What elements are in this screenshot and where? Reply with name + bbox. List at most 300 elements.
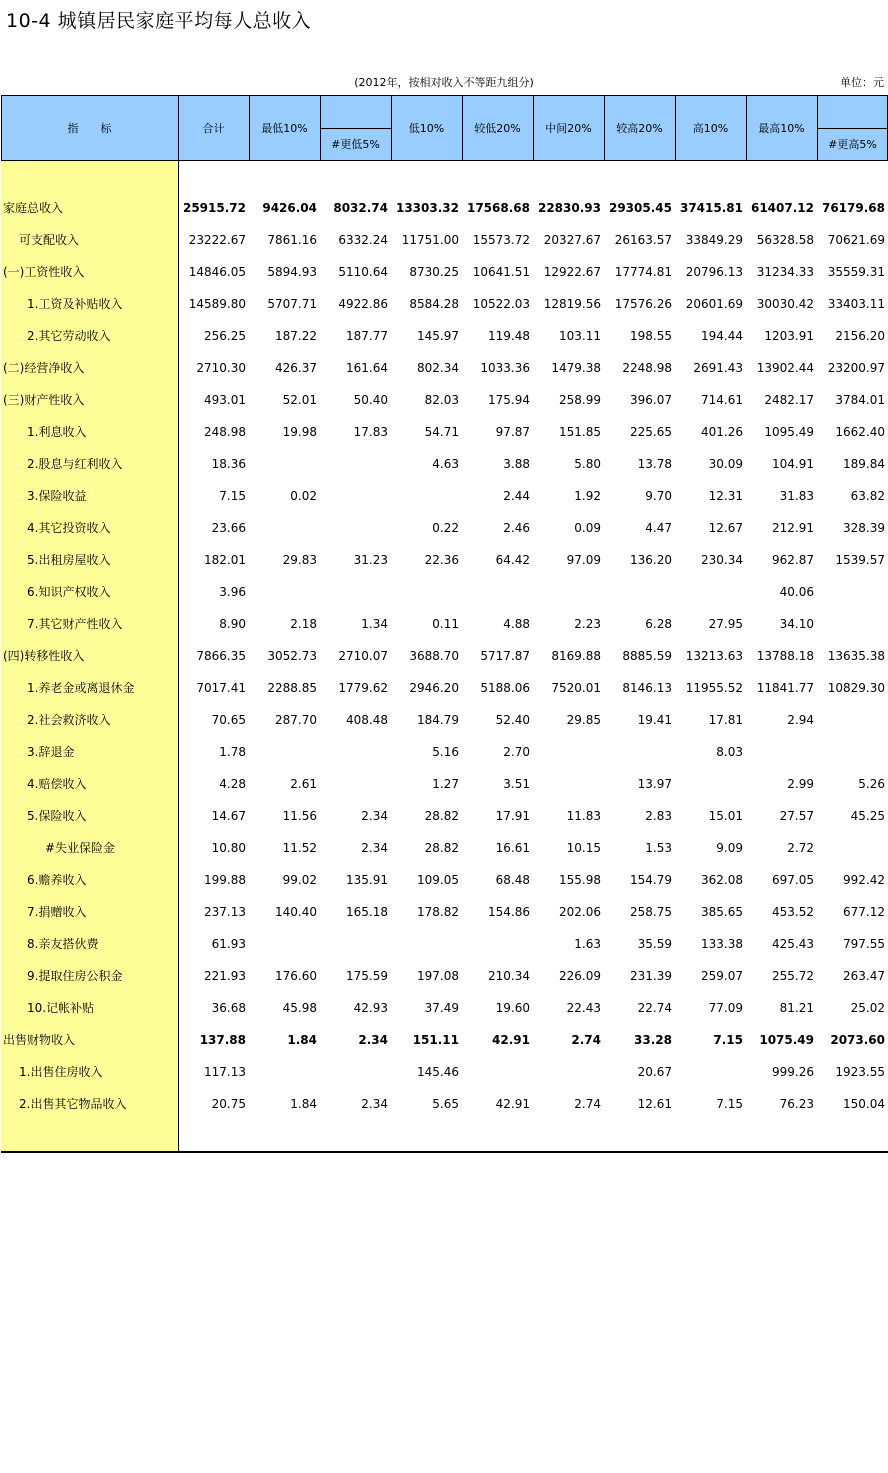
cell-value: 2.94	[787, 713, 814, 727]
cell-value: 9.70	[645, 489, 672, 503]
cell-value	[249, 736, 317, 768]
cell-value: 1095.49	[764, 425, 814, 439]
cell-value: 453.52	[772, 905, 814, 919]
cell-value: 50.40	[353, 393, 388, 407]
cell-value: 5.26	[858, 777, 885, 791]
cell-value: 230.34	[701, 553, 743, 567]
header-col-2: #更低5%	[331, 138, 380, 151]
cell-value: 31.83	[779, 489, 814, 503]
cell-value: 140.40	[275, 905, 317, 919]
cell-value: 797.55	[843, 937, 885, 951]
cell-value: 28.82	[424, 809, 459, 823]
cell-value	[249, 512, 317, 544]
income-table	[1, 95, 888, 1153]
cell-value: 97.09	[566, 553, 601, 567]
cell-value	[320, 448, 388, 480]
cell-value: 31234.33	[756, 265, 814, 279]
cell-value: 30.09	[708, 457, 743, 471]
cell-value: 263.47	[843, 969, 885, 983]
page-title: 10-4 城镇居民家庭平均每人总收入	[6, 10, 312, 32]
cell-value	[249, 928, 317, 960]
cell-value: 2.34	[361, 1097, 388, 1111]
cell-value: 259.07	[701, 969, 743, 983]
cell-value: 27.95	[708, 617, 743, 631]
cell-value: 1075.49	[759, 1033, 814, 1047]
cell-value: 2.46	[503, 521, 530, 535]
cell-value: 150.04	[843, 1097, 885, 1111]
cell-value: 2.74	[574, 1097, 601, 1111]
cell-value: 198.55	[630, 329, 672, 343]
cell-value: 12.61	[637, 1097, 672, 1111]
cell-value: 2.34	[361, 841, 388, 855]
cell-value: 962.87	[772, 553, 814, 567]
cell-value: 9.09	[716, 841, 743, 855]
cell-value: 178.82	[417, 905, 459, 919]
cell-value	[675, 768, 743, 800]
cell-value: 999.26	[772, 1065, 814, 1079]
cell-value: 8.03	[716, 745, 743, 759]
cell-value: 184.79	[417, 713, 459, 727]
cell-value: 145.46	[417, 1065, 459, 1079]
table-row	[1, 224, 888, 256]
table-row	[1, 288, 888, 320]
cell-value: 197.08	[417, 969, 459, 983]
table-row	[1, 416, 888, 448]
cell-value: 8.90	[219, 617, 246, 631]
cell-value: 63.82	[850, 489, 885, 503]
cell-value: 23222.67	[188, 233, 246, 247]
cell-value: 14846.05	[188, 265, 246, 279]
cell-value: 2.18	[290, 617, 317, 631]
cell-value: 20327.67	[543, 233, 601, 247]
cell-value: 45.98	[282, 1001, 317, 1015]
cell-value: 23.66	[211, 521, 246, 535]
cell-value: 33849.29	[685, 233, 743, 247]
cell-value: 34.10	[779, 617, 814, 631]
cell-value	[320, 928, 388, 960]
cell-value: 189.84	[843, 457, 885, 471]
row-label: (二)经营净收入	[3, 361, 85, 375]
cell-value: 4.63	[432, 457, 459, 471]
cell-value: 258.99	[559, 393, 601, 407]
cell-value: 255.72	[772, 969, 814, 983]
cell-value	[320, 768, 388, 800]
cell-value: 82.03	[424, 393, 459, 407]
cell-value: 3784.01	[835, 393, 885, 407]
cell-value: 7.15	[219, 489, 246, 503]
cell-value: 2.34	[358, 1033, 388, 1047]
cell-value: 408.48	[346, 713, 388, 727]
row-label: 1.养老金或离退休金	[27, 681, 135, 695]
cell-value: 42.91	[492, 1033, 530, 1047]
row-label: 1.出售住房收入	[19, 1065, 103, 1079]
cell-value: 16.61	[495, 841, 530, 855]
cell-value: 33403.11	[827, 297, 885, 311]
cell-value: 287.70	[275, 713, 317, 727]
cell-value: 76.23	[779, 1097, 814, 1111]
cell-value: 2710.30	[196, 361, 246, 375]
header-bottom-border	[1, 160, 888, 161]
cell-value: 35.59	[637, 937, 672, 951]
table-row	[1, 768, 888, 800]
cell-value: 225.65	[630, 425, 672, 439]
row-label: 1.工资及补贴收入	[27, 297, 123, 311]
cell-value: 20.75	[211, 1097, 246, 1111]
cell-value: 11955.52	[685, 681, 743, 695]
row-label: 3.保险收益	[27, 489, 87, 503]
table-row	[1, 800, 888, 832]
cell-value	[391, 480, 459, 512]
cell-value	[320, 576, 388, 608]
cell-value: 61407.12	[750, 201, 814, 215]
table-row	[1, 896, 888, 928]
cell-value: 37.49	[424, 1001, 459, 1015]
cell-value: 0.09	[574, 521, 601, 535]
table-row	[1, 832, 888, 864]
cell-value: 119.48	[488, 329, 530, 343]
cell-value: 2248.98	[622, 361, 672, 375]
cell-value: 11.56	[282, 809, 317, 823]
cell-value: 1479.38	[551, 361, 601, 375]
cell-value: 17774.81	[614, 265, 672, 279]
row-label: 6.赡养收入	[27, 873, 87, 887]
row-label: 3.辞退金	[27, 745, 75, 759]
cell-value	[249, 576, 317, 608]
cell-value: 18.36	[211, 457, 246, 471]
cell-value: 1539.57	[835, 553, 885, 567]
cell-value: 35559.31	[827, 265, 885, 279]
cell-value: 17576.26	[614, 297, 672, 311]
cell-value: 5.80	[574, 457, 601, 471]
cell-value: 137.88	[199, 1033, 246, 1047]
cell-value: 8730.25	[409, 265, 459, 279]
cell-value: 14.67	[211, 809, 246, 823]
cell-value: 42.93	[353, 1001, 388, 1015]
cell-value: 226.09	[559, 969, 601, 983]
row-label: 2.其它劳动收入	[27, 329, 111, 343]
cell-value: 221.93	[204, 969, 246, 983]
cell-value: 97.87	[495, 425, 530, 439]
cell-value: 2482.17	[764, 393, 814, 407]
cell-value: 13788.18	[756, 649, 814, 663]
table-row	[1, 608, 888, 640]
cell-value: 70621.69	[827, 233, 885, 247]
cell-value: 154.86	[488, 905, 530, 919]
row-label: (四)转移性收入	[3, 649, 85, 663]
cell-value: 145.97	[417, 329, 459, 343]
cell-value: 52.01	[282, 393, 317, 407]
cell-value: 25915.72	[182, 201, 246, 215]
table-row	[1, 736, 888, 768]
cell-value: 425.43	[772, 937, 814, 951]
row-label: (一)工资性收入	[3, 265, 85, 279]
cell-value: 17.81	[708, 713, 743, 727]
cell-value: 81.21	[779, 1001, 814, 1015]
cell-value: 5.65	[432, 1097, 459, 1111]
cell-value: 7.15	[716, 1097, 743, 1111]
cell-value: 396.07	[630, 393, 672, 407]
cell-value: 1.53	[645, 841, 672, 855]
cell-value: 4.47	[645, 521, 672, 535]
cell-value: 7017.41	[196, 681, 246, 695]
cell-value: 11.52	[282, 841, 317, 855]
table-row	[1, 256, 888, 288]
cell-value: 210.34	[488, 969, 530, 983]
cell-value: 426.37	[275, 361, 317, 375]
cell-value: 7520.01	[551, 681, 601, 695]
cell-value: 385.65	[701, 905, 743, 919]
cell-value: 165.18	[346, 905, 388, 919]
cell-value: 11751.00	[401, 233, 459, 247]
cell-value	[320, 480, 388, 512]
row-label: 可支配收入	[19, 233, 80, 247]
cell-value: 20601.69	[685, 297, 743, 311]
cell-value: 29305.45	[608, 201, 672, 215]
cell-value	[533, 768, 601, 800]
cell-value: 1.84	[290, 1097, 317, 1111]
table-row	[1, 576, 888, 608]
row-label: (三)财产性收入	[3, 393, 85, 407]
cell-value	[462, 1056, 530, 1088]
cell-value: 202.06	[559, 905, 601, 919]
row-label: 出售财物收入	[3, 1033, 76, 1047]
cell-value: 194.44	[701, 329, 743, 343]
cell-value: 248.98	[204, 425, 246, 439]
cell-value: 1779.62	[338, 681, 388, 695]
cell-value: 61.93	[211, 937, 246, 951]
cell-value: 20.67	[637, 1065, 672, 1079]
cell-value: 2.70	[503, 745, 530, 759]
cell-value: 362.08	[701, 873, 743, 887]
cell-value: 36.68	[211, 1001, 246, 1015]
cell-value: 1.78	[219, 745, 246, 759]
table-row	[1, 1024, 888, 1056]
cell-value	[320, 512, 388, 544]
cell-value: 1203.91	[764, 329, 814, 343]
cell-value: 187.22	[275, 329, 317, 343]
cell-value: 1033.36	[480, 361, 530, 375]
row-label: 5.出租房屋收入	[27, 553, 111, 567]
cell-value	[604, 736, 672, 768]
cell-value	[817, 608, 885, 640]
table-row	[1, 640, 888, 672]
cell-value: 68.48	[495, 873, 530, 887]
cell-value: 17.91	[495, 809, 530, 823]
table-row	[1, 480, 888, 512]
cell-value: 3052.73	[267, 649, 317, 663]
cell-value	[675, 576, 743, 608]
cell-value: 1923.55	[835, 1065, 885, 1079]
cell-value: 27.57	[779, 809, 814, 823]
cell-value: 3.88	[503, 457, 530, 471]
cell-value: 99.02	[282, 873, 317, 887]
cell-value: 187.77	[346, 329, 388, 343]
cell-value: 714.61	[701, 393, 743, 407]
cell-value	[675, 1056, 743, 1088]
cell-value: 103.11	[559, 329, 601, 343]
cell-value: 11.83	[566, 809, 601, 823]
header-col-4: 较低20%	[474, 121, 521, 135]
row-label: 4.其它投资收入	[27, 521, 111, 535]
cell-value: 2.99	[787, 777, 814, 791]
cell-value: 151.11	[412, 1033, 459, 1047]
cell-value: 23200.97	[827, 361, 885, 375]
cell-value	[533, 576, 601, 608]
cell-value: 8032.74	[333, 201, 388, 215]
table-subtitle: (2012年，按相对收入不等距九组分)	[354, 76, 534, 89]
row-label: 家庭总收入	[3, 201, 64, 215]
row-label: 5.保险收入	[27, 809, 87, 823]
cell-value: 12.31	[708, 489, 743, 503]
cell-value	[462, 576, 530, 608]
cell-value: 5717.87	[480, 649, 530, 663]
cell-value: 22.74	[637, 1001, 672, 1015]
cell-value: 12819.56	[543, 297, 601, 311]
cell-value: 37415.81	[679, 201, 743, 215]
cell-value: 161.64	[346, 361, 388, 375]
cell-value: 2288.85	[267, 681, 317, 695]
cell-value: 6.28	[645, 617, 672, 631]
cell-value: 20796.13	[685, 265, 743, 279]
table-row	[1, 320, 888, 352]
cell-value: 17568.68	[466, 201, 530, 215]
cell-value: 56328.58	[756, 233, 814, 247]
cell-value: 5894.93	[267, 265, 317, 279]
cell-value: 13.78	[637, 457, 672, 471]
cell-value: 13303.32	[395, 201, 459, 215]
cell-value: 76179.68	[821, 201, 885, 215]
cell-value: 176.60	[275, 969, 317, 983]
cell-value	[533, 736, 601, 768]
cell-value: 677.12	[843, 905, 885, 919]
cell-value: 1.27	[432, 777, 459, 791]
cell-value: 2691.43	[693, 361, 743, 375]
cell-value: 8169.88	[551, 649, 601, 663]
cell-value: 4.28	[219, 777, 246, 791]
row-label: 6.知识产权收入	[27, 585, 111, 599]
cell-value: 13.97	[637, 777, 672, 791]
cell-value	[249, 1056, 317, 1088]
cell-value: 133.38	[701, 937, 743, 951]
header-col-9: #更高5%	[828, 138, 877, 151]
cell-value	[320, 736, 388, 768]
cell-value	[746, 736, 814, 768]
cell-value: 117.13	[204, 1065, 246, 1079]
header-col-7: 高10%	[692, 121, 729, 135]
cell-value: 992.42	[843, 873, 885, 887]
header-indicator: 指 标	[67, 121, 112, 135]
cell-value: 109.05	[417, 873, 459, 887]
cell-value: 2946.20	[409, 681, 459, 695]
cell-value	[604, 576, 672, 608]
header-col-1: 最低10%	[261, 121, 308, 135]
cell-value: 70.65	[211, 713, 246, 727]
cell-value: 10.80	[211, 841, 246, 855]
cell-value: 2073.60	[830, 1033, 885, 1047]
cell-value: 151.85	[559, 425, 601, 439]
cell-value: 10641.51	[472, 265, 530, 279]
cell-value: 7.15	[713, 1033, 743, 1047]
cell-value: 8885.59	[622, 649, 672, 663]
row-label: 1.利息收入	[27, 425, 87, 439]
cell-value: 33.28	[634, 1033, 672, 1047]
cell-value: 328.39	[843, 521, 885, 535]
cell-value: 2156.20	[835, 329, 885, 343]
table-row	[1, 1056, 888, 1088]
header-col-3: 低10%	[408, 121, 445, 135]
table-row	[1, 992, 888, 1024]
row-label: 10.记帐补贴	[27, 1001, 95, 1015]
cell-value: 5188.06	[480, 681, 530, 695]
cell-value: 3.96	[219, 585, 246, 599]
cell-value: 29.83	[282, 553, 317, 567]
table-row	[1, 928, 888, 960]
table-row	[1, 384, 888, 416]
cell-value: 5.16	[432, 745, 459, 759]
cell-value: 5110.64	[338, 265, 388, 279]
cell-value: 7861.16	[267, 233, 317, 247]
cell-value	[533, 1056, 601, 1088]
cell-value: 1.92	[574, 489, 601, 503]
cell-value: 697.05	[772, 873, 814, 887]
table-row	[1, 192, 888, 224]
cell-value: 258.75	[630, 905, 672, 919]
cell-value: 13635.38	[827, 649, 885, 663]
cell-value: 10522.03	[472, 297, 530, 311]
cell-value: 17.83	[353, 425, 388, 439]
cell-value: 28.82	[424, 841, 459, 855]
table-row	[1, 352, 888, 384]
cell-value: 9426.04	[262, 201, 317, 215]
cell-value: 1.63	[574, 937, 601, 951]
header-col-8: 最高10%	[758, 121, 805, 135]
cell-value: 45.25	[850, 809, 885, 823]
cell-value: 2.23	[574, 617, 601, 631]
cell-value	[391, 576, 459, 608]
cell-value	[391, 928, 459, 960]
cell-value: 15.01	[708, 809, 743, 823]
cell-value: 19.60	[495, 1001, 530, 1015]
row-label: 2.出售其它物品收入	[19, 1097, 127, 1111]
cell-value: 0.22	[432, 521, 459, 535]
cell-value: 104.91	[772, 457, 814, 471]
cell-value: 231.39	[630, 969, 672, 983]
table-row	[1, 864, 888, 896]
unit-label: 单位：元	[840, 76, 884, 89]
cell-value: 2.34	[361, 809, 388, 823]
table-bottom-border	[1, 1151, 888, 1153]
cell-value: 54.71	[424, 425, 459, 439]
row-label: 2.社会救济收入	[27, 713, 111, 727]
cell-value: 199.88	[204, 873, 246, 887]
cell-value: 22.43	[566, 1001, 601, 1015]
row-label: #失业保险金	[45, 841, 116, 855]
cell-value: 52.40	[495, 713, 530, 727]
cell-value: 1662.40	[835, 425, 885, 439]
cell-value	[249, 448, 317, 480]
cell-value: 155.98	[559, 873, 601, 887]
table-row	[1, 704, 888, 736]
cell-value: 12922.67	[543, 265, 601, 279]
header-col-6: 较高20%	[616, 121, 663, 135]
cell-value: 8146.13	[622, 681, 672, 695]
cell-value: 5707.71	[267, 297, 317, 311]
cell-value: 64.42	[495, 553, 530, 567]
cell-value: 22830.93	[537, 201, 601, 215]
cell-value: 12.67	[708, 521, 743, 535]
row-label: 9.提取住房公积金	[27, 969, 123, 983]
cell-value: 15573.72	[472, 233, 530, 247]
